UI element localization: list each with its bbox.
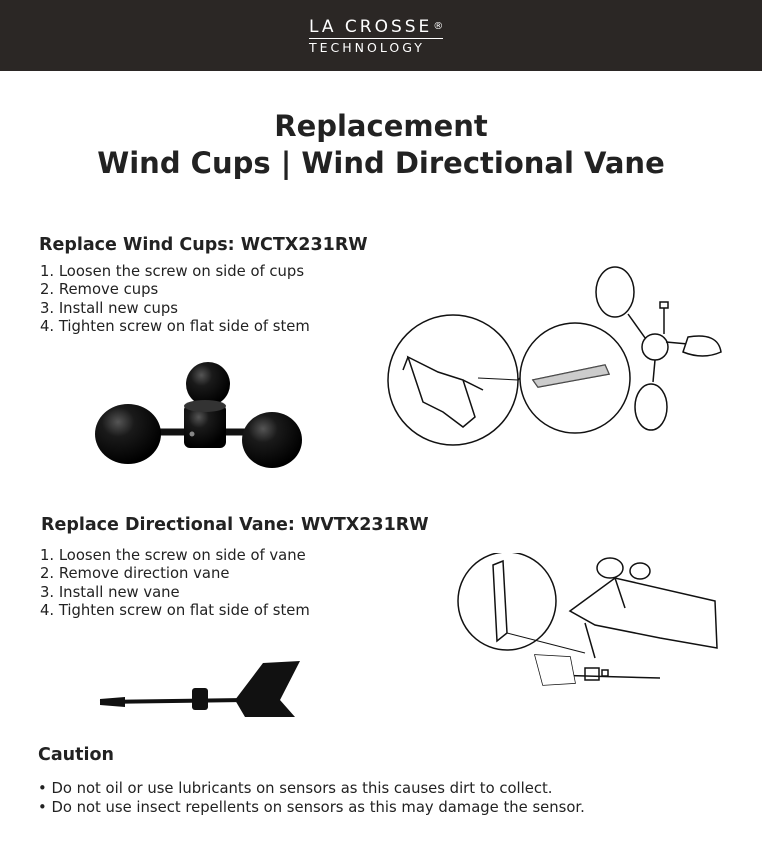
brand-subtitle: TECHNOLOGY — [309, 40, 425, 55]
title-line-1: Replacement — [274, 109, 488, 143]
brand-name: LA CROSSE — [309, 17, 433, 37]
caution-list — [38, 780, 585, 817]
cups-section-heading: Replace Wind Cups: WCTX231RW — [39, 235, 368, 255]
page-title — [0, 108, 762, 182]
wind-cups-photo — [90, 352, 310, 482]
cups-step: 3. Install new cups — [40, 299, 178, 317]
vane-steps-list — [40, 547, 310, 620]
caution-item: • Do not oil or use lubricants on sensors as this causes dirt to collect. — [38, 780, 585, 799]
vane-step: 4. Tighten screw on flat side of stem — [40, 601, 310, 619]
vane-section-heading: Replace Directional Vane: WVTX231RW — [41, 515, 429, 535]
vane-step: 2. Remove direction vane — [40, 565, 230, 583]
caution-item: • Do not use insect repellents on sensors as this may damage the sensor. — [38, 799, 585, 818]
wind-vane-diagram — [455, 553, 720, 693]
cups-step: 1. Loosen the screw on side of cups — [40, 263, 305, 280]
vane-step: 3. Install new vane — [40, 583, 180, 601]
title-line-2: Wind Cups | Wind Directional Vane — [97, 146, 665, 180]
wind-vane-photo — [95, 655, 305, 725]
cups-steps-list — [40, 263, 310, 336]
registered-mark: ® — [433, 21, 444, 32]
wind-cups-diagram — [383, 262, 728, 447]
cups-step: 2. Remove cups — [40, 281, 159, 299]
la-crosse-logo — [309, 17, 443, 55]
vane-step: 1. Loosen the screw on side of vane — [40, 547, 306, 564]
cups-step: 4. Tighten screw on flat side of stem — [40, 317, 310, 335]
caution-heading: Caution — [38, 745, 114, 765]
brand-header — [0, 0, 762, 71]
